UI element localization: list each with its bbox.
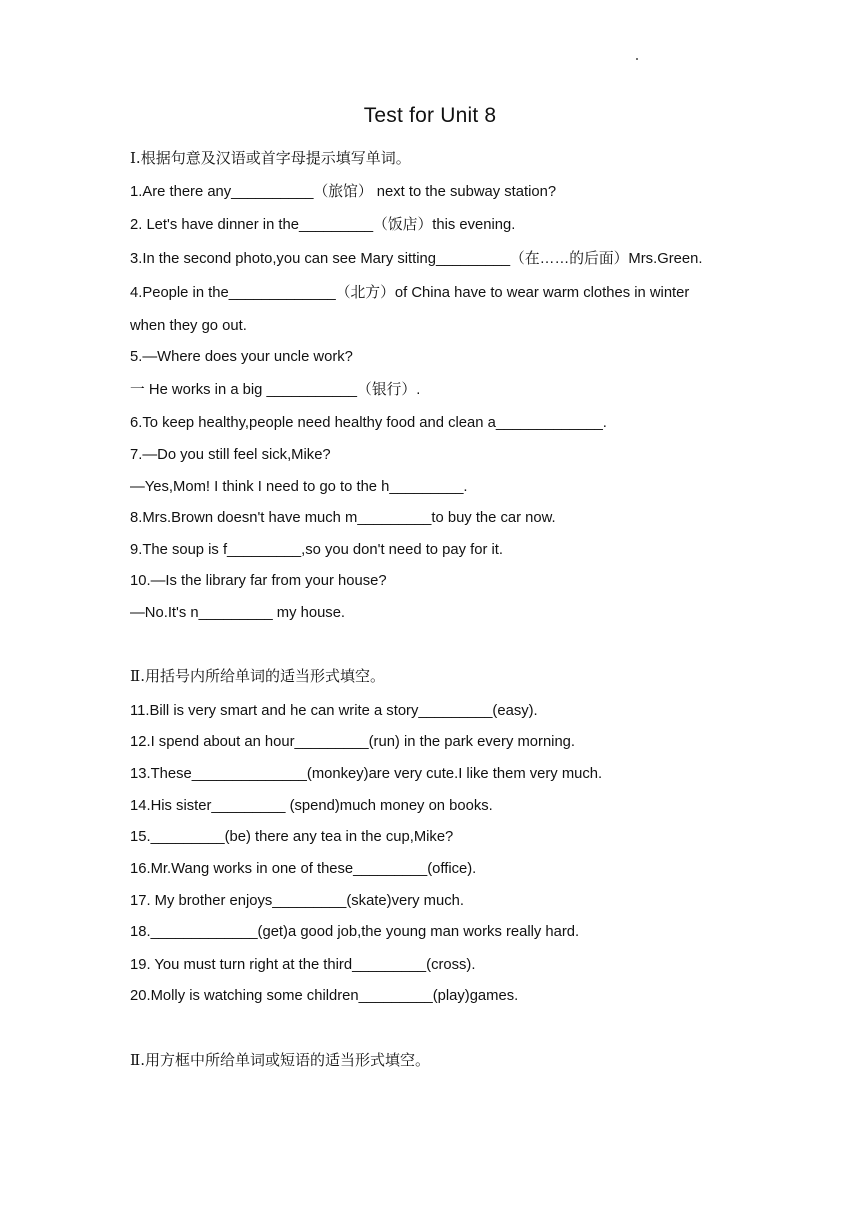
question-line: 9.The soup is f_________,so you don't need to pay for it. xyxy=(130,542,504,558)
question-line: 18._____________(get)a good job,the young man works really hard. xyxy=(130,924,580,940)
question-line: 4.People in the_____________（北方）of China have to wear warm clothes in winter xyxy=(130,285,690,301)
section-3-heading: Ⅱ.用方框中所给单词或短语的适当形式填空。 xyxy=(130,1051,430,1069)
page-dot-mark xyxy=(636,58,638,60)
question-line: 11.Bill is very smart and he can write a story_________(easy). xyxy=(130,703,538,719)
question-line: 2. Let's have dinner in the_________（饭店）this evening. xyxy=(130,217,516,233)
question-line: 17. My brother enjoys_________(skate)very much. xyxy=(130,893,464,909)
question-line: 14.His sister_________ (spend)much money on books. xyxy=(130,798,493,814)
section-1-heading: Ⅰ.根据句意及汉语或首字母提示填写单词。 xyxy=(130,149,411,167)
question-line: when they go out. xyxy=(130,318,247,334)
section-2-heading: Ⅱ.用括号内所给单词的适当形式填空。 xyxy=(130,667,385,685)
question-line: 5.—Where does your uncle work? xyxy=(130,349,353,365)
question-line: 8.Mrs.Brown doesn't have much m_________to buy the car now. xyxy=(130,510,556,526)
question-line: 15._________(be) there any tea in the cup,Mike? xyxy=(130,829,454,845)
question-line: 19. You must turn right at the third_________(cross). xyxy=(130,957,476,973)
question-line: 13.These______________(monkey)are very cute.I like them very much. xyxy=(130,766,603,782)
question-line: 3.In the second photo,you can see Mary sitting_________（在……的后面）Mrs.Green. xyxy=(130,251,703,267)
question-line: 6.To keep healthy,people need healthy food and clean a_____________. xyxy=(130,415,607,431)
question-line: 7.—Do you still feel sick,Mike? xyxy=(130,447,331,463)
question-line: 12.I spend about an hour_________(run) in the park every morning. xyxy=(130,734,576,750)
question-line: 10.—Is the library far from your house? xyxy=(130,573,387,589)
question-line: 16.Mr.Wang works in one of these_________(office). xyxy=(130,861,477,877)
question-line: 20.Molly is watching some children_________(play)games. xyxy=(130,988,519,1004)
question-line: 1.Are there any__________（旅馆） next to the subway station? xyxy=(130,184,557,200)
page-title: Test for Unit 8 xyxy=(363,104,497,127)
question-line: —Yes,Mom! I think I need to go to the h_________. xyxy=(130,479,468,495)
question-line: —No.It's n_________ my house. xyxy=(130,605,346,621)
question-line: 一 He works in a big ___________（银行）. xyxy=(130,382,421,398)
